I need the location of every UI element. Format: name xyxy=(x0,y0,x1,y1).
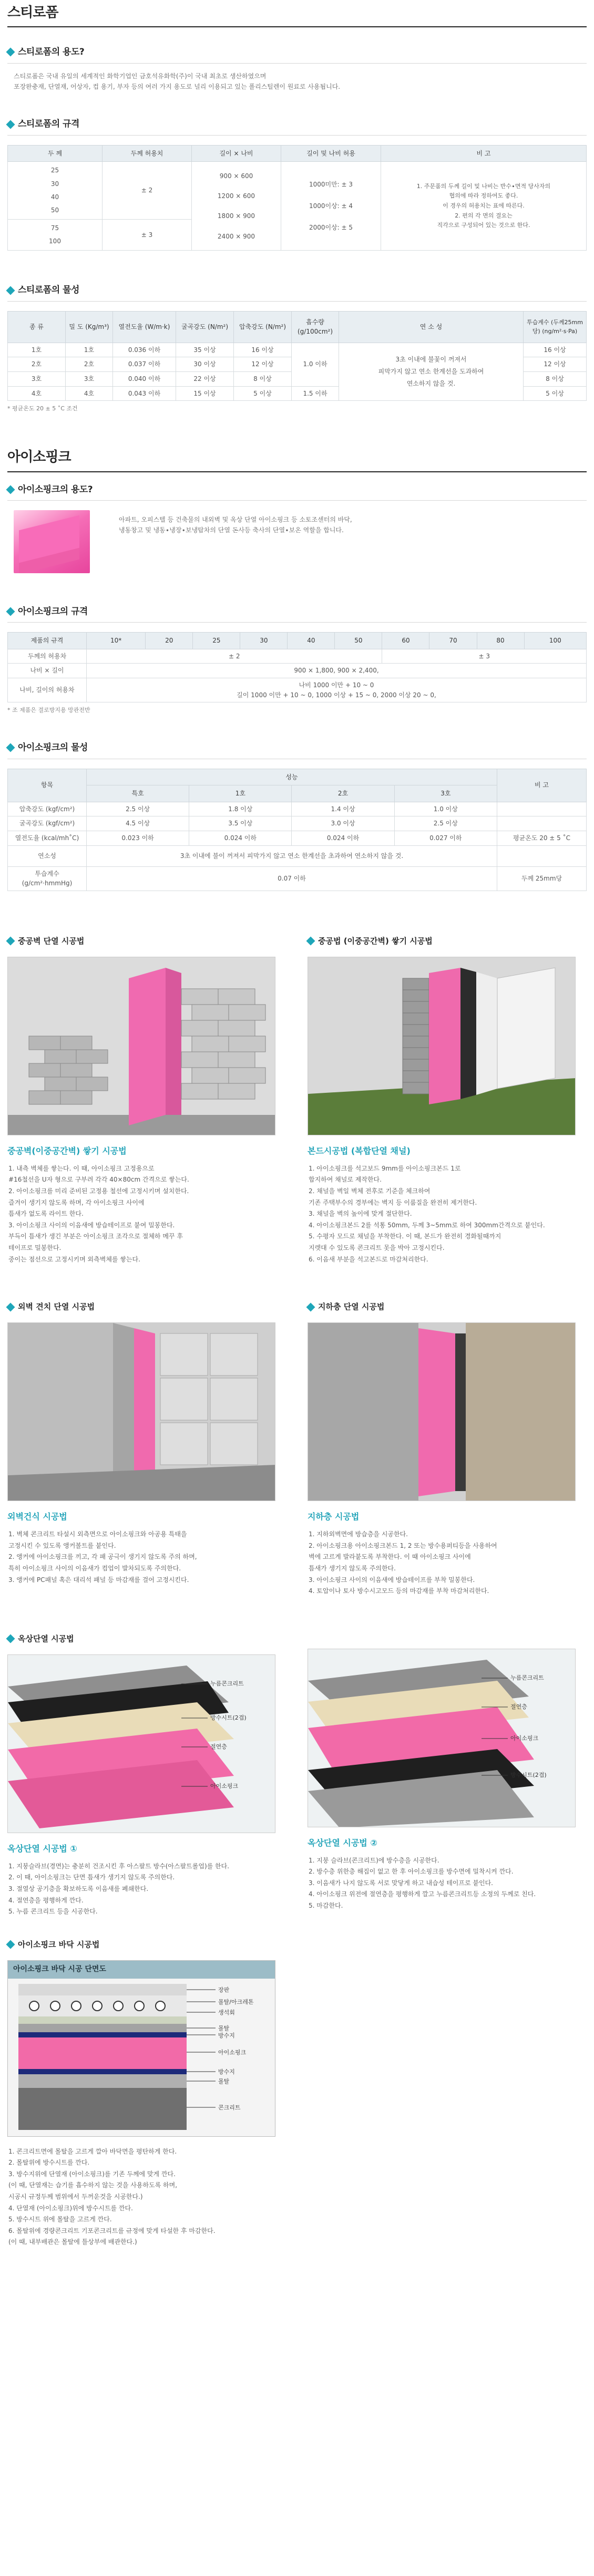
system-head xyxy=(7,1301,286,1313)
table-cell: 15 이상 xyxy=(176,386,234,401)
cell-value: 이 경우의 허용치는 표에 따른다. xyxy=(443,202,525,210)
diamond-icon xyxy=(6,120,15,129)
step: 6. 이음새 부분을 석고본드로 마감처리한다. xyxy=(309,1255,428,1263)
step: 3. 채널을 벽의 높이에 맞게 절단한다. xyxy=(309,1210,412,1218)
layer-label: 몰탈 xyxy=(218,2077,230,2085)
system-block xyxy=(7,1633,286,1918)
table-header: 비 고 xyxy=(497,769,587,802)
isopink-board-image xyxy=(14,510,90,573)
cell-value: 1200 × 600 xyxy=(217,192,255,200)
exterior-wall-illustration xyxy=(7,1322,275,1501)
system-title: 지하층 단열 시공법 xyxy=(318,1302,385,1312)
layer-label: 방수지 xyxy=(218,2032,235,2039)
step: 2. 이 때, 아이소핑크는 단면 틈새가 생기지 않도록 주의한다. xyxy=(8,1874,175,1881)
step: 4. 토압이나 토사 방수시고모드 등의 마감재를 부착 마감처리한다. xyxy=(309,1587,489,1595)
step: 1. 내측 벽체를 쌓는다. 이 때, 아이소핑크 고정용으로 xyxy=(8,1164,155,1172)
cell-value: 피막가지 않고 연소 한계선을 도과하여 xyxy=(378,368,484,376)
system-title: 중공법 (이중공간벽) 쌓기 시공법 xyxy=(318,936,433,946)
tolerance-cell: ± 3 xyxy=(103,220,192,251)
table-header: 종 류 xyxy=(8,311,66,343)
cell-value: 연소하지 않을 것. xyxy=(406,379,456,387)
section-title: 아이소핑크의 용도? xyxy=(18,484,93,495)
table-cell: 4.5 이상 xyxy=(87,816,189,831)
table-cell: 0.036 이하 xyxy=(113,343,176,357)
row-label: 투습계수 (g/cm²·hmmHg) xyxy=(8,866,87,891)
isopink-title: 아이소핑크 xyxy=(7,449,71,465)
step: 2. 채널을 벽일 벽체 전후로 기준을 체크하여 xyxy=(309,1187,431,1195)
diamond-icon xyxy=(306,1302,315,1311)
step: 3. 이음새가 나지 않도록 서로 맞닿게 하고 내습성 테이프로 붙인다. xyxy=(309,1879,493,1887)
step: 3. 방수지위에 단열재 (아이소핑크)를 기존 두께에 맞게 깐다. xyxy=(8,2170,176,2178)
system-subtitle: 옥상단열 시공법 ① xyxy=(7,1844,77,1854)
layer-label: 절연층 xyxy=(510,1703,527,1710)
diamond-icon xyxy=(6,607,15,616)
table-header: 30 xyxy=(240,633,288,649)
roof-illustration-2 xyxy=(308,1649,576,1827)
step: 4. 단열재 (아이소핑크)위에 방수시트를 깐다. xyxy=(8,2204,133,2212)
diamond-icon xyxy=(6,1940,15,1949)
burn-cell xyxy=(339,343,524,400)
isopink-purpose-text xyxy=(119,514,352,573)
cell-value: 2. 편의 각 면의 결요는 xyxy=(455,212,513,219)
cell-value: 협의에 따라 정하여도 좋다. xyxy=(449,192,518,200)
row-label: 굴곡강도 (kgf/cm²) xyxy=(8,816,87,831)
cell-value: 50 xyxy=(50,206,59,214)
table-cell: 0.040 이하 xyxy=(113,372,176,387)
table-header: 80 xyxy=(477,633,524,649)
table-cell: 3호 xyxy=(66,372,113,387)
diamond-icon xyxy=(6,1302,15,1311)
table-header: 50 xyxy=(335,633,382,649)
table-header: 흡수량 (g/100cm²) xyxy=(292,311,339,343)
absorb-cell: 1.0 이하 xyxy=(292,343,339,386)
title-rule xyxy=(7,471,587,472)
layer-label: 절연층 xyxy=(210,1743,227,1750)
table-header: 25 xyxy=(193,633,240,649)
table-header: 길이 × 나비 xyxy=(192,145,281,162)
table-cell: 5 이상 xyxy=(524,386,587,401)
floor-section-panel xyxy=(7,1960,275,2137)
table-header: 특호 xyxy=(87,785,189,802)
system-steps xyxy=(7,1861,286,1918)
system-block xyxy=(308,935,587,1265)
styrofoam-purpose-text xyxy=(14,71,587,92)
floor-cross-section xyxy=(8,1979,275,2136)
table-header: 제품의 규격 xyxy=(8,633,87,649)
step: 1. 지붕 슬라브(콘크리트)에 방수층을 시공한다. xyxy=(309,1856,439,1864)
layer-label: 장판 xyxy=(218,1986,230,1993)
section-styrofoam-purpose xyxy=(7,45,587,63)
cell-value: 100 xyxy=(49,237,61,245)
step: 6. 몰탈위에 경량콘크리트 기포콘크리트를 규정에 맞게 타설한 후 마감한다. xyxy=(8,2227,216,2234)
system-title: 외벽 견치 단열 시공법 xyxy=(18,1302,95,1312)
system-steps xyxy=(308,1529,587,1597)
step: 중이는 점선으로 고정시키며 외측벽체를 쌓는다. xyxy=(8,1255,140,1263)
step: 특히 아이소핑크 사이의 이음새가 컴업이 발차되도록 주의한다. xyxy=(8,1564,181,1572)
isopink-intro xyxy=(14,510,587,573)
table-header: 60 xyxy=(382,633,429,649)
isopink-props-table xyxy=(7,769,587,891)
step: 기존 주택부수의 경부에는 벽지 등 이룸질을 완전히 제거한다. xyxy=(309,1198,477,1206)
step: 부득이 틈새가 생긴 부분은 아이소핑크 조각으로 절체하 메꾸 후 xyxy=(8,1233,183,1240)
step: 1. 아이소핑크를 석고보드 9mm를 아이소핑크본드 1로 xyxy=(309,1164,461,1172)
layer-label: 누름콘크리트 xyxy=(510,1674,544,1681)
table-cell: 2호 xyxy=(66,357,113,372)
step: 지렛대 수 있도록 콘크리트 못을 박아 고정시킨다. xyxy=(309,1244,445,1251)
step: 4. 아이소핑크 위전에 절연층을 평행하게 깔고 누름콘크리트등 소정의 두께로 친다. xyxy=(309,1890,536,1898)
diamond-icon xyxy=(6,1634,15,1643)
table-cell: 0.043 이하 xyxy=(113,386,176,401)
step: 2. 아이소핑크용 아이소핑크본드 1, 2 또는 방수용퍼티등을 사용하여 xyxy=(309,1542,497,1549)
table-cell xyxy=(497,802,587,816)
step: (이 때, 단열재는 습기를 흡수하지 않는 것을 사용하도록 하며, xyxy=(8,2181,178,2189)
styrofoam-props-table xyxy=(7,311,587,401)
cell-value: 나비 1000 이만 + 10 ~ 0 xyxy=(299,681,374,689)
table-header: 항목 xyxy=(8,769,87,802)
text-line: 포장완충재, 단열재, 어상자, 컵 용기, 부자 등의 여러 가지 용도로 널리 이용되고 있는 폴리스틸렌이 원료로 사용됩니다. xyxy=(14,83,341,91)
step: 2. 앵커에 아이소핑크를 끼고, 각 패 공극이 생기지 않도록 주의 하며, xyxy=(8,1553,197,1561)
cell-value: 길이 1000 이만 + 10 ~ 0, 1000 이상 + 15 ~ 0, 2000 이상 20 ~ 0, xyxy=(237,691,436,699)
system-title: 옥상단열 시공법 xyxy=(18,1633,74,1643)
step: (이 때, 내부배관은 몰탈에 틀상부에 배관한다.) xyxy=(8,2238,137,2246)
table-header: 70 xyxy=(429,633,477,649)
step: 벽에 고르게 발라붙도록 부착한다. 이 때 아이소핑크 사이에 xyxy=(309,1553,471,1561)
system-head xyxy=(7,935,286,947)
table-cell: 0.024 이하 xyxy=(292,831,394,845)
row-label: 열전도율 (kcal/mh˚C) xyxy=(8,831,87,845)
table-header: 두 께 xyxy=(8,145,103,162)
step: 2. 몰탈위에 방수시트를 깐다. xyxy=(8,2159,90,2167)
step: 1. 벽체 콘크리트 타설시 외측면으로 아이소핑크와 아공용 특태을 xyxy=(8,1530,187,1538)
cell-value: 900 × 600 xyxy=(219,172,253,180)
system-subtitle: 외벽건식 시공법 xyxy=(7,1512,67,1522)
system-head xyxy=(308,1301,587,1313)
table-cell xyxy=(497,816,587,831)
layer-label: 방수지 xyxy=(218,2068,235,2075)
table-cell: 35 이상 xyxy=(176,343,234,357)
table-header: 성능 xyxy=(87,769,497,785)
diamond-icon xyxy=(306,937,315,946)
systems-row-1 xyxy=(7,917,587,1265)
table-header: 두께 허용치 xyxy=(103,145,192,162)
table-cell: 두께 25mm당 xyxy=(497,866,587,891)
step: #16철선을 U자 형으로 구부려 각각 40×80cm 간격으로 쌓는다. xyxy=(8,1176,189,1184)
cell-value: 1. 주문품의 두께 길이 및 나비는 반수∙면적 당사자의 xyxy=(416,182,551,190)
table-header: 비 고 xyxy=(381,145,587,162)
cell-value: 1800 × 900 xyxy=(217,212,255,220)
layer-label: 방수시트(2겹) xyxy=(210,1714,247,1721)
table-cell: 2호 xyxy=(8,357,66,372)
title-rule xyxy=(7,26,587,27)
table-note: * 조 제품은 결로방지용 망관전반 xyxy=(7,707,90,714)
row-label: 연소성 xyxy=(8,845,87,866)
table-cell: 2.5 이상 xyxy=(394,816,497,831)
section-title: 스티로폼의 규격 xyxy=(18,119,79,130)
section-isopink-props xyxy=(7,741,587,759)
table-cell: 0.037 이하 xyxy=(113,357,176,372)
table-cell: 4호 xyxy=(66,386,113,401)
table-cell: ± 2 xyxy=(87,649,382,664)
table-header: 열전도율 (W/m·k) xyxy=(113,311,176,343)
system-block xyxy=(7,935,286,1265)
layer-label: 아이소핑크 xyxy=(218,2049,247,2056)
cell-value: 3초 이내에 불꽃이 꺼져서 xyxy=(395,356,467,364)
size-cell xyxy=(192,162,281,251)
cavity-wall-illustration xyxy=(7,957,275,1135)
systems-row-3 xyxy=(7,1615,587,1918)
cell-value: 75 xyxy=(50,224,59,232)
tolerance-cell: ± 2 xyxy=(103,162,192,220)
table-cell: 0.07 이하 xyxy=(87,866,497,891)
step: 3. 절열상 공기층을 확보하도록 이음새를 폐쇄한다. xyxy=(8,1885,149,1892)
step: 시공시 규정두께 범위에서 두꺼운것을 시공한다.) xyxy=(8,2193,143,2201)
row-label: 나비 × 길이 xyxy=(8,664,87,678)
table-cell: 4호 xyxy=(8,386,66,401)
layer-label: 누름콘크리트 xyxy=(210,1680,244,1687)
step: 2. 방수층 위한층 해집이 없고 한 후 아이소핑크를 방수면에 밀착시켜 깐다. xyxy=(309,1868,514,1876)
bond-method-illustration xyxy=(308,957,576,1135)
layer-label: 콘크리트 xyxy=(218,2104,241,2111)
table-header: 1호 xyxy=(189,785,292,802)
panel-title: 아이소핑크 바닥 시공 단면도 xyxy=(8,1961,275,1979)
systems-row-2 xyxy=(7,1283,587,1597)
text-line: 아파트, 오피스텔 등 건축물의 내외벽 및 옥상 단열 아이소핑크 등 소토조센터의 바닥, xyxy=(119,515,352,523)
table-header: 40 xyxy=(288,633,335,649)
table-cell: 3호 xyxy=(8,372,66,387)
system-block xyxy=(308,1301,587,1597)
table-header: 길이 및 나비 허용 xyxy=(281,145,381,162)
table-cell: 1.0 이상 xyxy=(394,802,497,816)
diamond-icon xyxy=(6,485,15,494)
table-header: 압축강도 (N/m²) xyxy=(234,311,292,343)
table-cell: 5 이상 xyxy=(234,386,292,401)
table-cell: 16 이상 xyxy=(524,343,587,357)
cell-value: 2400 × 900 xyxy=(217,232,255,240)
table-cell: 3.5 이상 xyxy=(189,816,292,831)
table-cell: 1.8 이상 xyxy=(189,802,292,816)
row-label: 압축강도 (kgf/cm²) xyxy=(8,802,87,816)
table-cell: 1.4 이상 xyxy=(292,802,394,816)
layer-label: 방수시트(2겹) xyxy=(510,1771,547,1778)
diamond-icon xyxy=(6,937,15,946)
system-subtitle: 옥상단열 시공법 ② xyxy=(308,1837,377,1848)
table-cell: 16 이상 xyxy=(234,343,292,357)
table-cell: 12 이상 xyxy=(234,357,292,372)
system-title: 아이소핑크 바닥 시공법 xyxy=(18,1939,100,1949)
table-cell: 2.5 이상 xyxy=(87,802,189,816)
step: 테이프로 밀봉한다. xyxy=(8,1244,62,1251)
table-header: 연 소 성 xyxy=(339,311,524,343)
step: 고정시킨 수 있도록 앵커볼트를 붙인다. xyxy=(8,1542,116,1549)
section-title: 아이소핑크의 규격 xyxy=(18,606,88,617)
table-cell: ± 3 xyxy=(382,649,587,664)
system-head xyxy=(7,1633,286,1645)
remarks-cell xyxy=(381,162,587,251)
table-cell: 30 이상 xyxy=(176,357,234,372)
step: 틈새가 없도록 라이트 한다. xyxy=(8,1210,84,1218)
section-styrofoam-spec xyxy=(7,117,587,135)
step: 1. 지붕슬라브(경면)는 충분히 건조시킨 후 아스팔트 방수(아스팔트롤업)를 한다. xyxy=(8,1862,230,1870)
layer-label: 몰탈 xyxy=(218,2024,230,2032)
system-steps xyxy=(7,1163,286,1265)
cell-value: 2000이상: ± 5 xyxy=(309,223,353,231)
table-cell: 1호 xyxy=(8,343,66,357)
step: 3. 앵커에 PC패널 혹은 대리석 패널 등 마감재를 걸어 고정시킨다. xyxy=(8,1576,189,1584)
step: 4. 아이소핑크본드 2를 석통 50mm, 두께 3~5mm로 하여 300mm간격으로 붙인다. xyxy=(309,1221,545,1229)
step: 1. 콘크리트면에 몰탈을 고르게 깔아 바닥면을 평탄하게 한다. xyxy=(8,2147,177,2155)
table-note: * 평균온도 20 ± 5 ˚C 조건 xyxy=(7,405,78,412)
diamond-icon xyxy=(6,743,15,752)
row-label: 나비, 길이의 허용차 xyxy=(8,678,87,702)
table-header: 10* xyxy=(87,633,146,649)
table-header: 밀 도 (Kg/m³) xyxy=(66,311,113,343)
system-subtitle: 중공벽(이중공간벽) 쌓기 시공법 xyxy=(7,1146,127,1156)
step: 합지하여 채널로 제작한다. xyxy=(309,1176,382,1184)
section-title: 스티로폼의 용도? xyxy=(18,47,85,58)
table-header: 20 xyxy=(146,633,193,649)
cell-value: 1000이상: ± 4 xyxy=(309,202,353,210)
table-cell: 12 이상 xyxy=(524,357,587,372)
cell-value: 직각으로 구성되어 있는 것으로 한다. xyxy=(437,222,530,229)
table-cell xyxy=(497,845,587,866)
section-isopink-purpose xyxy=(7,483,587,501)
system-subtitle: 지하층 시공법 xyxy=(308,1512,360,1522)
table-cell: 3.0 이상 xyxy=(292,816,394,831)
cell-value: 25 xyxy=(50,167,59,174)
step: 3. 아이소핑크 사이의 이음새에 방습테이프를 부착 밀봉한다. xyxy=(309,1576,475,1584)
floor-steps xyxy=(7,2146,587,2248)
section-title: 스티로폼의 물성 xyxy=(18,285,79,296)
table-cell: 3초 이내에 불이 꺼져서 피막가지 않고 연소 한계선을 초과하여 연소하지 않을 것. xyxy=(87,845,497,866)
table-cell: 1.5 이하 xyxy=(292,386,339,401)
system-head xyxy=(7,1939,587,1951)
table-header: 굴곡강도 (N/m²) xyxy=(176,311,234,343)
step: 5. 수평자 모드로 채널을 부착한다. 이 때, 본드가 완전히 경화될때까지 xyxy=(309,1233,501,1240)
basement-illustration xyxy=(308,1322,576,1501)
table-cell: 평균온도 20 ± 5 ˚C xyxy=(497,831,587,845)
table-cell: 22 이상 xyxy=(176,372,234,387)
step: 5. 마감한다. xyxy=(309,1901,343,1909)
table-header: 2호 xyxy=(292,785,394,802)
thickness-cell-b xyxy=(8,220,103,251)
step: 틈새가 생기지 않도록 주의한다. xyxy=(309,1564,396,1572)
cell-value: 30 xyxy=(50,180,59,188)
system-block xyxy=(7,1301,286,1597)
table-cell xyxy=(87,678,587,702)
section-styrofoam-props xyxy=(7,283,587,301)
len-tol-cell xyxy=(281,162,381,251)
diamond-icon xyxy=(6,286,15,295)
step: 1. 지하외벽면에 방습층을 시공한다. xyxy=(309,1530,408,1538)
styrofoam-spec-table xyxy=(7,145,587,251)
isopink-spec-table xyxy=(7,632,587,702)
step: 4. 절연층을 평행하게 깐다. xyxy=(8,1896,84,1904)
table-header: 투습계수 (두께25mm당) (ng/m²·s·Pa) xyxy=(524,311,587,343)
styrofoam-title: 스티로폼 xyxy=(7,5,58,20)
system-subtitle: 본드시공법 (복합단열 채널) xyxy=(308,1146,411,1156)
table-cell: 8 이상 xyxy=(234,372,292,387)
row-label: 두께의 허용차 xyxy=(8,649,87,664)
section-title: 아이소핑크의 물성 xyxy=(18,742,88,753)
layer-label: 생석회 xyxy=(218,2009,235,2016)
step: 5. 누름 콘크리트 등을 시공한다. xyxy=(8,1908,98,1916)
text-line: 스티로폼은 국내 유일의 세계적인 화학기업인 금호석유화학(주)이 국내 최초로 생산하였으며 xyxy=(14,72,267,80)
system-steps xyxy=(308,1163,587,1265)
step: 즐겨이 생기지 않도록 하며, 각 아이소핑크 사이에 xyxy=(8,1198,145,1206)
table-cell: 1호 xyxy=(66,343,113,357)
section-isopink-spec xyxy=(7,605,587,623)
system-title: 중공벽 단열 시공법 xyxy=(18,936,85,946)
layer-label: 몰탈/아크레톤 xyxy=(218,1998,254,2005)
layer-label: 아이소핑크 xyxy=(510,1734,539,1742)
system-steps xyxy=(7,1529,286,1586)
system-head xyxy=(308,935,587,947)
table-header: 100 xyxy=(524,633,586,649)
step: 2. 아이소핑크를 미리 준비된 고정용 철선에 고정시키며 설치한다. xyxy=(8,1187,189,1195)
step: 5. 방수시트 위에 몰탈을 고르게 깐다. xyxy=(8,2216,112,2223)
diamond-icon xyxy=(6,48,15,57)
table-cell: 8 이상 xyxy=(524,372,587,387)
table-cell: 0.023 이하 xyxy=(87,831,189,845)
floor-block xyxy=(7,1939,587,2248)
table-cell: 900 × 1,800, 900 × 2,400, xyxy=(87,664,587,678)
text-line: 냉동창고 및 냉동∙냉장∙보냉탑차의 단열 돈사등 축사의 단열∙보온 역할을 합니다. xyxy=(119,526,344,534)
system-steps xyxy=(308,1855,587,1912)
roof-illustration-1 xyxy=(7,1654,275,1833)
thickness-cell-a xyxy=(8,162,103,220)
step: 3. 아이소핑크 사이의 이음새에 방습테이프로 붙여 밀봉한다. xyxy=(8,1221,175,1229)
system-block xyxy=(308,1633,587,1918)
table-cell: 0.027 이하 xyxy=(394,831,497,845)
table-header: 3호 xyxy=(394,785,497,802)
cell-value: 40 xyxy=(50,193,59,201)
layer-label: 아이소핑크 xyxy=(210,1783,239,1789)
table-cell: 0.024 이하 xyxy=(189,831,292,845)
cell-value: 1000미만: ± 3 xyxy=(309,181,353,189)
